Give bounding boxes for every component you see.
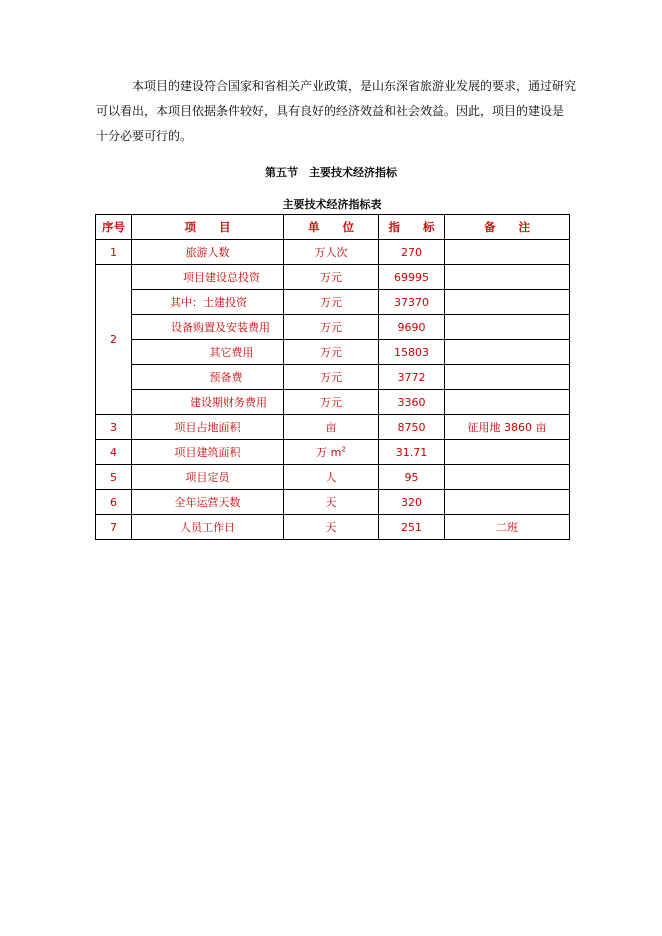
- row-item: 旅游人数: [132, 240, 284, 265]
- table-header-row: [96, 215, 570, 240]
- header-value: 指 标: [379, 215, 445, 240]
- paragraph-line: 十分必要可行的。: [96, 129, 193, 143]
- row-note: [445, 240, 570, 265]
- row-value: 270: [379, 240, 445, 265]
- row-no: 2: [96, 265, 132, 415]
- row-value: 69995: [379, 265, 445, 290]
- row-item: 其中：土建投资: [132, 290, 284, 315]
- unit-superscript: 2: [341, 445, 346, 454]
- row-item: 项目占地面积: [132, 415, 284, 440]
- row-value: 320: [379, 490, 445, 515]
- row-value: 95: [379, 465, 445, 490]
- row-value: 37370: [379, 290, 445, 315]
- row-unit: [284, 440, 379, 465]
- table-row: [96, 415, 570, 440]
- row-note: 征用地 3860 亩: [445, 415, 570, 440]
- row-item: 项目建筑面积: [132, 440, 284, 465]
- row-unit: 万元: [284, 290, 379, 315]
- table-row: [96, 390, 570, 415]
- row-note: [445, 440, 570, 465]
- row-value: 3772: [379, 365, 445, 390]
- row-no: 4: [96, 440, 132, 465]
- row-item: 项目建设总投资: [132, 265, 284, 290]
- table-row: [96, 240, 570, 265]
- paragraph-line: 可以看出，本项目依据条件较好，具有良好的经济效益和社会效益。因此，项目的建设是: [96, 104, 565, 118]
- indicator-table: [95, 214, 570, 540]
- table-row: [96, 340, 570, 365]
- row-no: 6: [96, 490, 132, 515]
- row-unit: 天: [284, 515, 379, 540]
- header-note: 备 注: [445, 215, 570, 240]
- table-row: [96, 265, 570, 290]
- row-item: 全年运营天数: [132, 490, 284, 515]
- row-unit: 万元: [284, 340, 379, 365]
- table-row: [96, 290, 570, 315]
- row-no: 3: [96, 415, 132, 440]
- row-no: 1: [96, 240, 132, 265]
- row-value: 15803: [379, 340, 445, 365]
- paragraph-line: 本项目的建设符合国家和省相关产业政策，是山东深省旅游业发展的要求，通过研究: [132, 79, 577, 93]
- row-unit: 亩: [284, 415, 379, 440]
- section-heading: 第五节 主要技术经济指标: [265, 166, 397, 179]
- row-note: [445, 265, 570, 290]
- row-value: 9690: [379, 315, 445, 340]
- row-item: 建设期财务费用: [132, 390, 284, 415]
- table-caption: 主要技术经济指标表: [282, 198, 382, 211]
- row-note: [445, 490, 570, 515]
- row-unit: 天: [284, 490, 379, 515]
- row-note: [445, 315, 570, 340]
- table-row: [96, 515, 570, 540]
- table-row: [96, 465, 570, 490]
- table-row: [96, 490, 570, 515]
- header-item: 项 目: [132, 215, 284, 240]
- row-unit: 万元: [284, 265, 379, 290]
- row-value: 8750: [379, 415, 445, 440]
- row-note: [445, 290, 570, 315]
- row-item: 人员工作日: [132, 515, 284, 540]
- unit-text: 万 m: [316, 446, 342, 459]
- table-row: [96, 315, 570, 340]
- row-no: 5: [96, 465, 132, 490]
- intro-paragraph: [96, 74, 577, 149]
- row-item: 其它费用: [132, 340, 284, 365]
- row-unit: 万元: [284, 365, 379, 390]
- row-no: 7: [96, 515, 132, 540]
- row-note: 二班: [445, 515, 570, 540]
- row-value: 251: [379, 515, 445, 540]
- row-item: 项目定员: [132, 465, 284, 490]
- row-note: [445, 465, 570, 490]
- row-item: 预备费: [132, 365, 284, 390]
- row-unit: 万人次: [284, 240, 379, 265]
- table-row: [96, 365, 570, 390]
- row-note: [445, 340, 570, 365]
- table-row: [96, 440, 570, 465]
- row-unit: 人: [284, 465, 379, 490]
- row-value: 3360: [379, 390, 445, 415]
- row-unit: 万元: [284, 390, 379, 415]
- header-unit: 单 位: [284, 215, 379, 240]
- row-unit: 万元: [284, 315, 379, 340]
- row-item: 设备购置及安装费用: [132, 315, 284, 340]
- row-value: 31.71: [379, 440, 445, 465]
- row-note: [445, 365, 570, 390]
- row-note: [445, 390, 570, 415]
- header-no: 序号: [96, 215, 132, 240]
